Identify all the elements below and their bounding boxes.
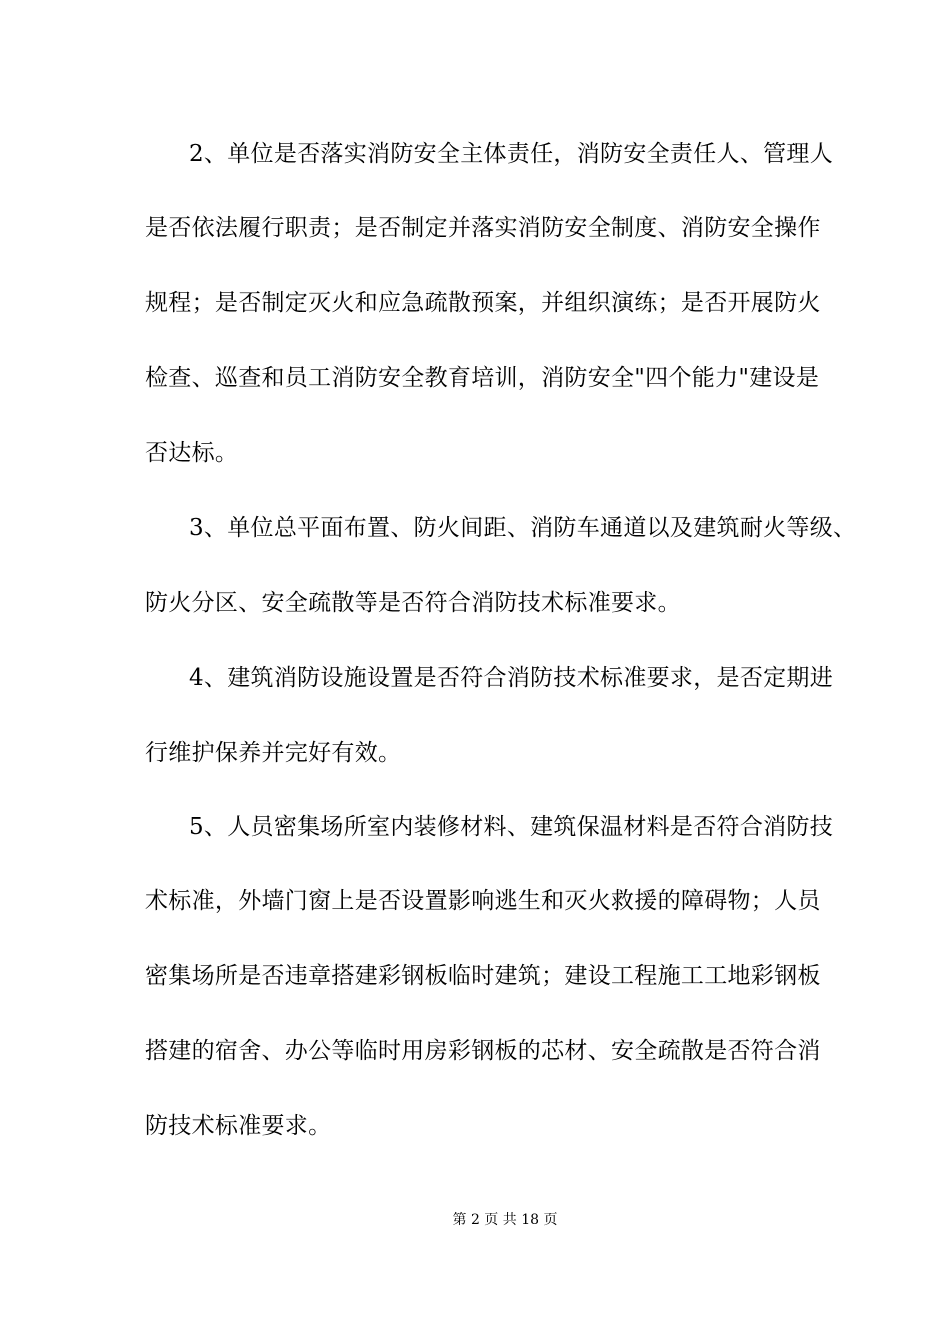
text-line: 否达标。 [145,440,239,466]
text-line: 检查、巡查和员工消防安全教育培训，消防安全"四个能力"建设是 [145,365,820,391]
text-line: 4、建筑消防设施设置是否符合消防技术标准要求，是否定期进 [189,665,834,691]
text-line: 术标准，外墙门窗上是否设置影响逃生和灭火救援的障碍物；人员 [145,888,821,914]
text-line: 搭建的宿舍、办公等临时用房彩钢板的芯材、安全疏散是否符合消 [145,1038,821,1064]
page-number: 第 2 页 共 18 页 [452,1212,558,1228]
text-line: 行维护保养并完好有效。 [145,740,402,766]
text-line: 是否依法履行职责；是否制定并落实消防安全制度、消防安全操作 [145,215,821,241]
text-line: 2、单位是否落实消防安全主体责任，消防安全责任人、管理人 [189,141,834,167]
text-line: 防技术标准要求。 [145,1113,332,1139]
text-line: 规程；是否制定灭火和应急疏散预案，并组织演练；是否开展防火 [145,290,821,316]
text-line: 3、单位总平面布置、防火间距、消防车通道以及建筑耐火等级、 [189,515,857,541]
text-line: 防火分区、安全疏散等是否符合消防技术标准要求。 [145,590,681,616]
text-line: 5、人员密集场所室内装修材料、建筑保温材料是否符合消防技 [189,814,834,840]
text-line: 密集场所是否违章搭建彩钢板临时建筑；建设工程施工工地彩钢板 [145,963,821,989]
